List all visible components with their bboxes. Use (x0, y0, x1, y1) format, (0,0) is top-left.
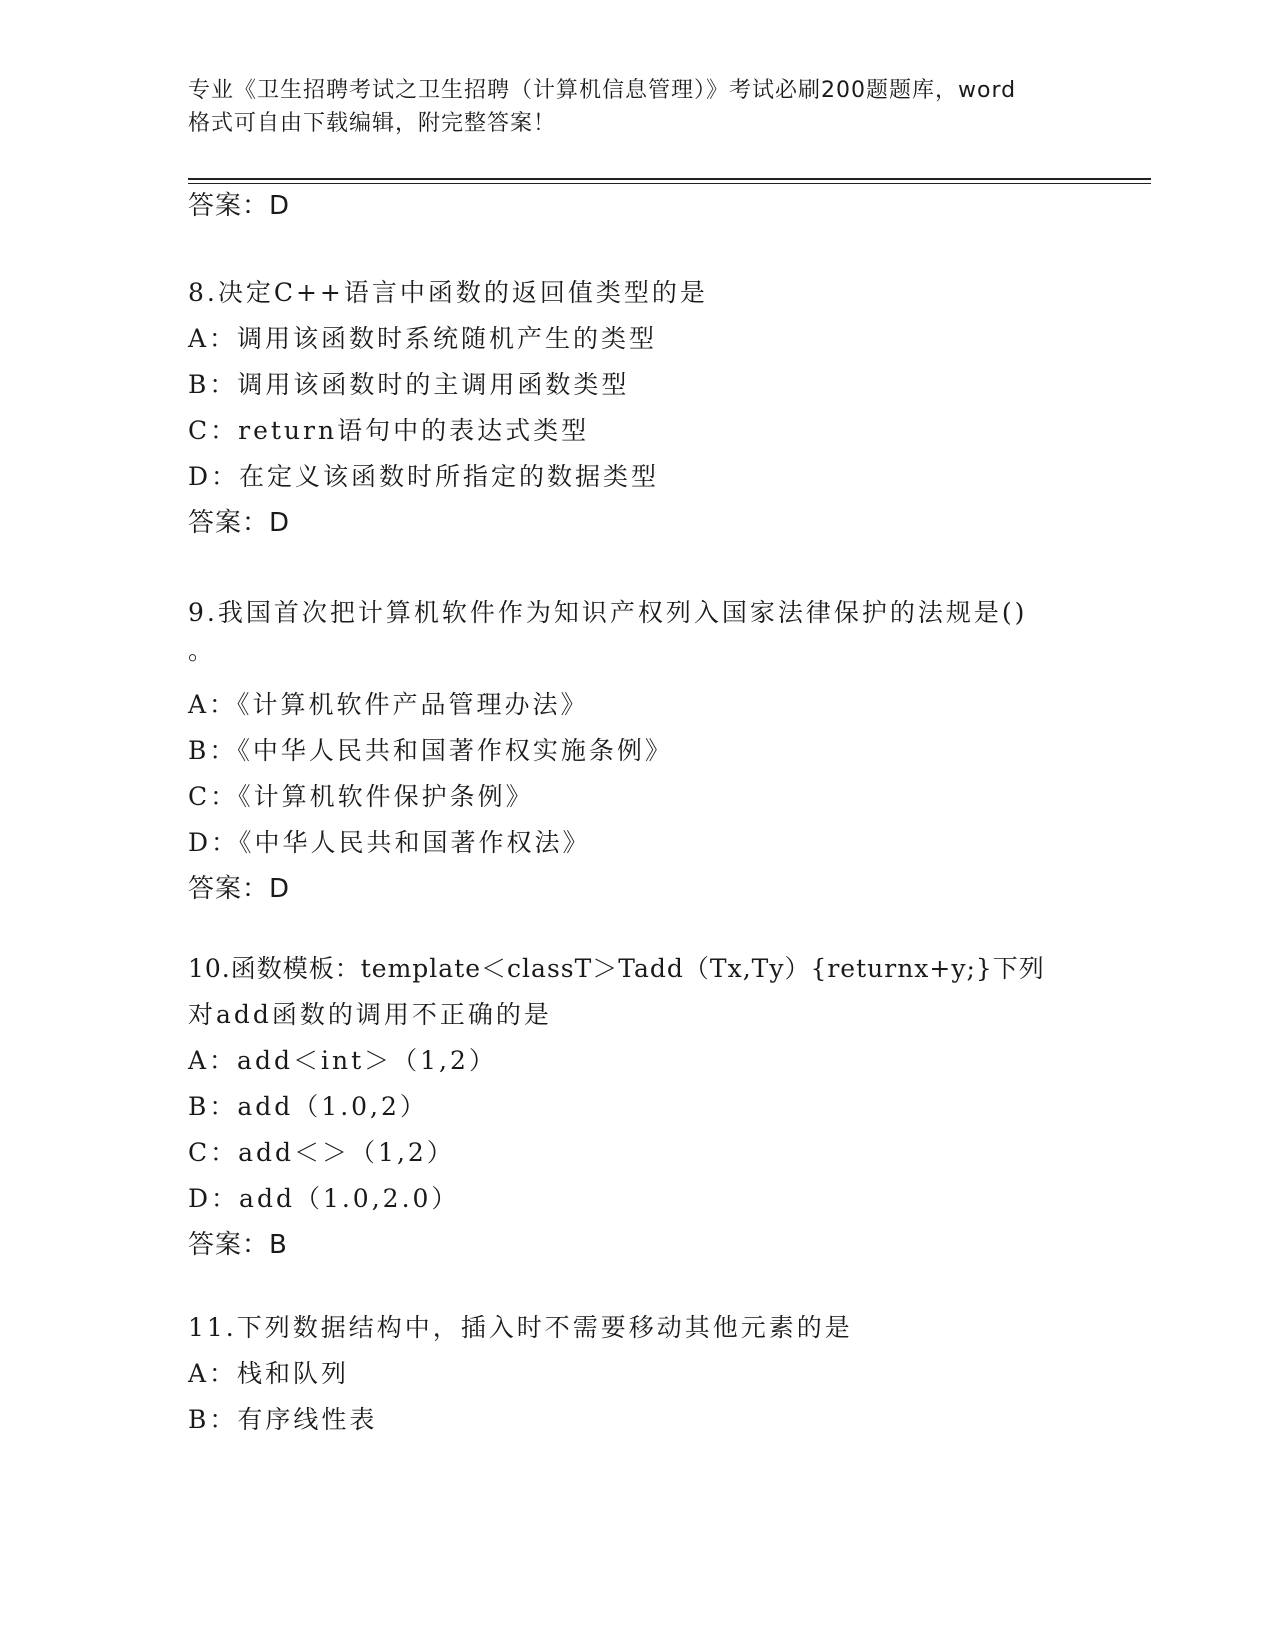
option-d: D：《中华人民共和国著作权法》 (188, 828, 591, 857)
option-a: A：add＜int＞（1,2） (188, 1046, 497, 1075)
option-a: A：调用该函数时系统随机产生的类型 (188, 324, 658, 353)
answer-text: 答案：D (188, 191, 291, 221)
option-c: C：add＜＞（1,2） (188, 1138, 455, 1167)
header-rule-thick (188, 178, 1151, 180)
question-text-line-1: 10.函数模板：template＜classT＞Tadd（Tx,Ty）{returnx+y;}下列 (188, 954, 1045, 983)
question-11 (188, 1305, 1088, 1443)
option-c: C：《计算机软件保护条例》 (188, 782, 534, 811)
document-header (188, 74, 1088, 140)
option-a: A：《计算机软件产品管理办法》 (188, 690, 589, 719)
question-text-line-2: 对add函数的调用不正确的是 (188, 1000, 552, 1029)
answer-text: 答案：B (188, 1230, 288, 1260)
option-d: D：add（1.0,2.0） (188, 1184, 460, 1213)
option-b: B：《中华人民共和国著作权实施条例》 (188, 736, 673, 765)
question-text-line-2: 。 (188, 636, 217, 665)
option-c: C：return语句中的表达式类型 (188, 416, 590, 445)
option-b: B：add（1.0,2） (188, 1092, 428, 1121)
question-text: 8.决定C++语言中函数的返回值类型的是 (188, 278, 708, 307)
question-9 (188, 590, 1088, 912)
option-d: D：在定义该函数时所指定的数据类型 (188, 462, 660, 491)
option-a: A：栈和队列 (188, 1359, 350, 1388)
option-b: B：有序线性表 (188, 1405, 378, 1434)
question-10 (188, 946, 1088, 1268)
answer-text: 答案：D (188, 874, 291, 904)
header-line-1: 专业《卫生招聘考试之卫生招聘（计算机信息管理）》考试必刷200题题库，word (188, 78, 1017, 103)
header-line-2: 格式可自由下载编辑，附完整答案！ (188, 111, 557, 136)
answer-text: 答案：D (188, 508, 291, 538)
answer-block-prev (188, 183, 1088, 229)
question-text-line-1: 9.我国首次把计算机软件作为知识产权列入国家法律保护的法规是() (188, 598, 1028, 627)
question-text: 11.下列数据结构中，插入时不需要移动其他元素的是 (188, 1313, 853, 1342)
option-b: B：调用该函数时的主调用函数类型 (188, 370, 630, 399)
question-8 (188, 270, 1088, 546)
